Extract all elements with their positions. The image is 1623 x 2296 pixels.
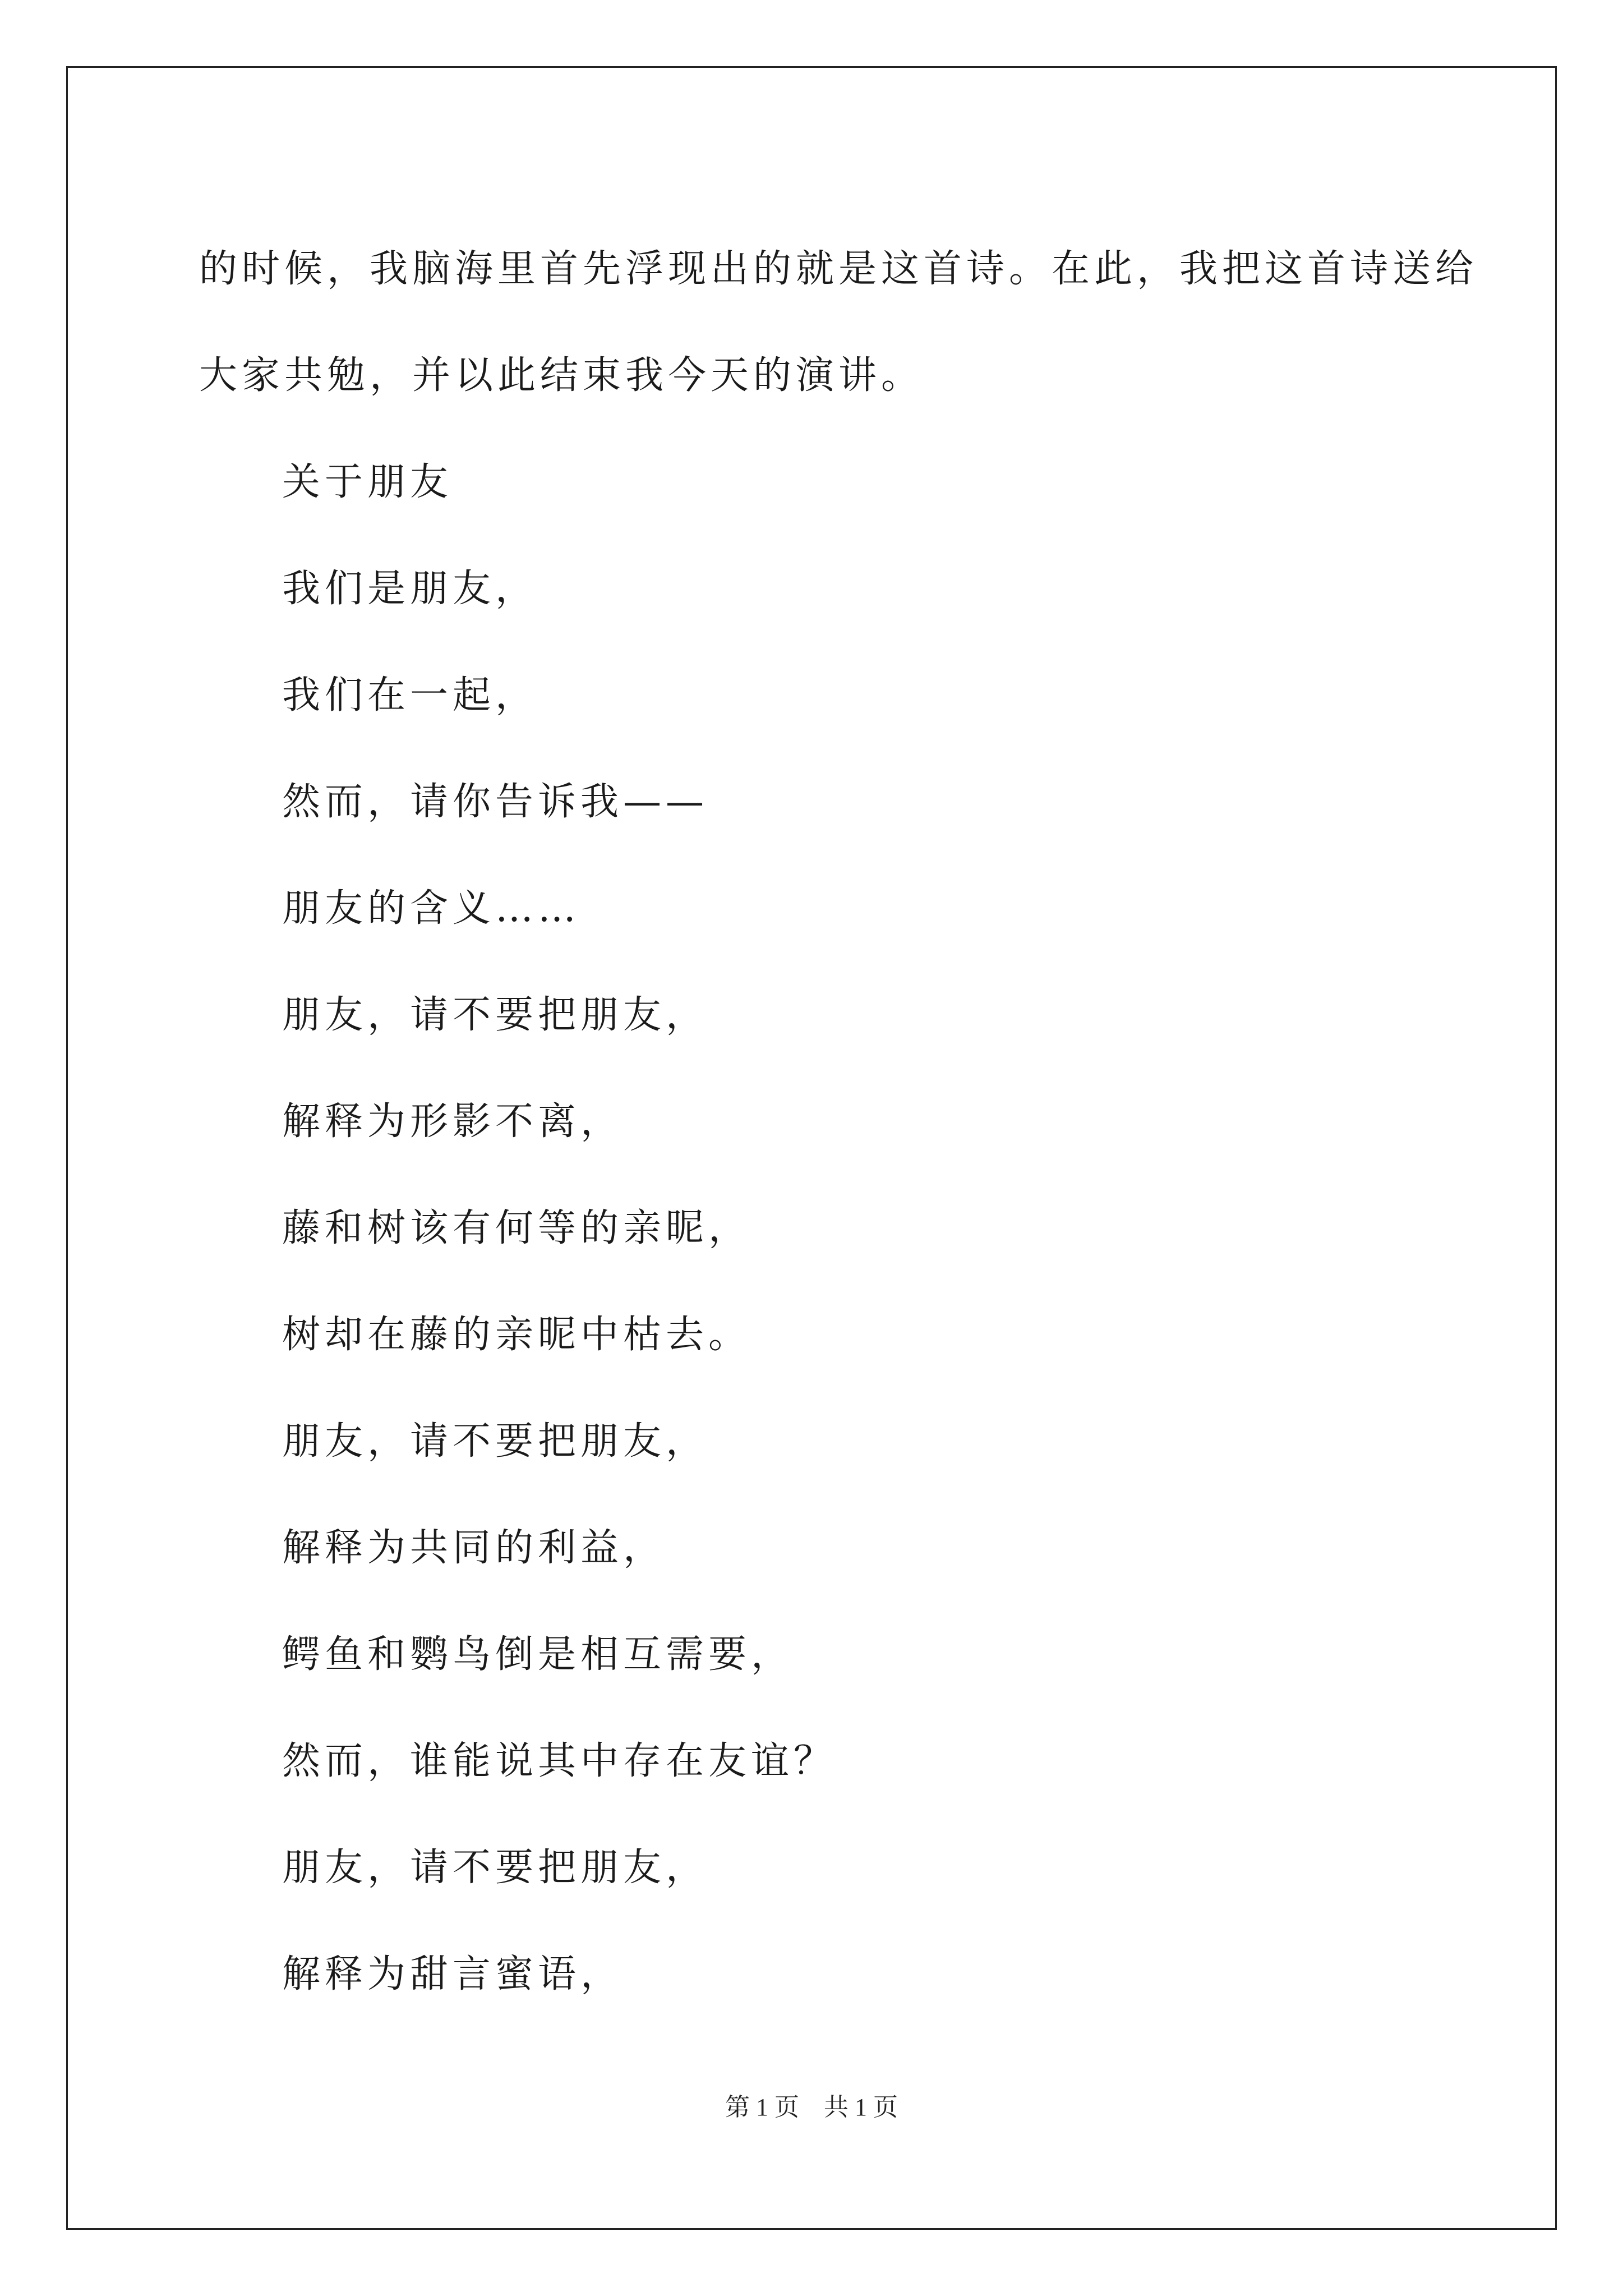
poem-line: 我们在一起， bbox=[282, 673, 538, 717]
poem-line: 解释为甜言蜜语， bbox=[282, 1952, 624, 1996]
poem-line: 藤和树该有何等的亲昵， bbox=[282, 1206, 751, 1250]
paragraph-line: 大家共勉，并以此结束我今天的演讲。 bbox=[199, 353, 924, 398]
poem-line: 朋友的含义…… bbox=[282, 886, 581, 931]
poem-line: 解释为共同的利益， bbox=[282, 1526, 666, 1570]
poem-line: 然而，谁能说其中存在友谊？ bbox=[282, 1739, 837, 1783]
poem-line: 朋友，请不要把朋友， bbox=[282, 993, 709, 1037]
poem-line: 朋友，请不要把朋友， bbox=[282, 1419, 709, 1464]
poem-line: 树却在藤的亲昵中枯去。 bbox=[282, 1313, 751, 1357]
poem-line: 我们是朋友， bbox=[282, 567, 538, 611]
poem-line: 然而，请你告诉我—— bbox=[282, 780, 709, 824]
document-body bbox=[199, 216, 1478, 2028]
page-number-footer: 第 1 页 共 1 页 bbox=[725, 2093, 898, 2121]
poem-line: 朋友，请不要把朋友， bbox=[282, 1846, 709, 1890]
poem-title: 关于朋友 bbox=[282, 460, 453, 504]
poem-line: 鳄鱼和鹦鸟倒是相互需要， bbox=[282, 1632, 794, 1677]
poem-line: 解释为形影不离， bbox=[282, 1099, 624, 1144]
paragraph-line: 的时候，我脑海里首先浮现出的就是这首诗。在此，我把这首诗送给 bbox=[199, 247, 1478, 291]
